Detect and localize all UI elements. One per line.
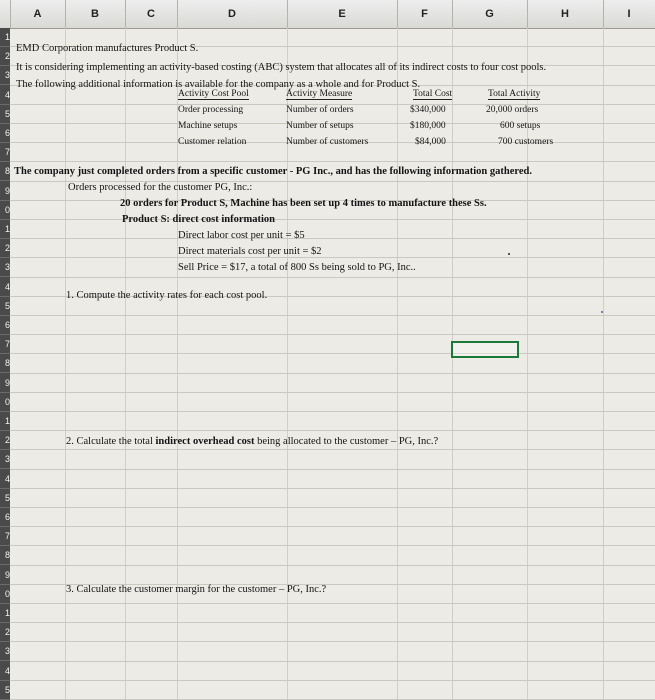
table-row-1-cost: $340,000 — [410, 105, 446, 115]
cursor-mark — [508, 253, 510, 255]
table-row-3-cost: $84,000 — [415, 137, 446, 147]
row-header-31[interactable]: 1 — [0, 604, 10, 623]
row-header-32[interactable]: 2 — [0, 623, 10, 642]
row-gridline — [10, 680, 655, 681]
table-row-3-measure: Number of customers — [286, 137, 369, 147]
question-2-bold: indirect overhead cost — [155, 436, 255, 447]
row-gridline — [10, 353, 655, 354]
column-gridline — [65, 28, 66, 700]
column-gridline — [397, 28, 398, 700]
intro-line-3: The following additional information is available for the company as a whole and for Product S. — [16, 79, 421, 90]
table-header-cost: Total Cost — [413, 89, 453, 99]
row-gridline — [10, 315, 655, 316]
table-row-2-pool: Machine setups — [178, 121, 238, 131]
cell-grid[interactable] — [10, 28, 655, 700]
column-header-b[interactable]: B — [65, 0, 126, 28]
row-gridline — [10, 622, 655, 623]
cursor-mark-2 — [601, 311, 603, 313]
question-2-suffix: being allocated to the customer – PG, Inc.? — [254, 436, 439, 447]
row-header-30[interactable]: 0 — [0, 585, 10, 604]
row-gridline — [10, 488, 655, 489]
table-row-3-pool: Customer relation — [178, 137, 247, 147]
row-header-4[interactable]: 4 — [0, 86, 10, 105]
table-header-pool: Activity Cost Pool — [178, 89, 249, 99]
row-header-29[interactable]: 9 — [0, 566, 10, 585]
row-header-16[interactable]: 6 — [0, 316, 10, 335]
question-1: 1. Compute the activity rates for each cost pool. — [66, 290, 268, 301]
info-line-3: 20 orders for Product S, Machine has been set up 4 times to manufacture these Ss. — [120, 198, 487, 209]
info-line-6: Direct materials cost per unit = $2 — [178, 246, 322, 257]
column-header-a[interactable]: A — [10, 0, 66, 28]
column-header-i[interactable]: I — [627, 8, 631, 20]
row-header-1[interactable]: 1 — [0, 28, 10, 47]
table-row-2-measure: Number of setups — [286, 121, 354, 131]
row-gridline — [10, 603, 655, 604]
table-row-1-activity: 20,000 orders — [486, 105, 539, 115]
table-header-measure: Activity Measure — [286, 89, 353, 99]
column-header-bar — [0, 0, 655, 29]
row-gridline — [10, 373, 655, 374]
row-gridline — [10, 411, 655, 412]
info-line-4: Product S: direct cost information — [122, 214, 276, 225]
row-header-25[interactable]: 5 — [0, 489, 10, 508]
row-header-14[interactable]: 4 — [0, 278, 10, 297]
row-header-27[interactable]: 7 — [0, 527, 10, 546]
row-header-10[interactable]: 0 — [0, 201, 10, 220]
row-header-20[interactable]: 0 — [0, 393, 10, 412]
row-header-15[interactable]: 5 — [0, 297, 10, 316]
row-header-28[interactable]: 8 — [0, 546, 10, 565]
row-header-2[interactable]: 2 — [0, 47, 10, 66]
table-header-activity: Total Activity — [488, 89, 541, 99]
row-gridline — [10, 641, 655, 642]
row-header-3[interactable]: 3 — [0, 66, 10, 85]
row-header-23[interactable]: 3 — [0, 450, 10, 469]
selected-cell[interactable] — [451, 341, 519, 358]
column-header-e[interactable]: E — [287, 0, 398, 28]
question-3: 3. Calculate the customer margin for the customer – PG, Inc.? — [66, 584, 327, 595]
row-header-bar — [0, 28, 10, 700]
row-gridline — [10, 526, 655, 527]
row-gridline — [10, 545, 655, 546]
row-header-35[interactable]: 5 — [0, 681, 10, 700]
row-header-24[interactable]: 4 — [0, 470, 10, 489]
row-gridline — [10, 565, 655, 566]
row-header-8[interactable]: 8 — [0, 162, 10, 181]
row-header-5[interactable]: 5 — [0, 105, 10, 124]
row-gridline — [10, 334, 655, 335]
question-2 — [66, 436, 438, 447]
question-2-prefix: 2. Calculate the total — [66, 436, 156, 447]
row-header-33[interactable]: 3 — [0, 642, 10, 661]
row-header-6[interactable]: 6 — [0, 124, 10, 143]
intro-line-2: It is considering implementing an activity-based costing (ABC) system that allocates all of its indirect costs to four cost pools. — [16, 62, 547, 73]
table-row-1-pool: Order processing — [178, 105, 244, 115]
row-gridline — [10, 507, 655, 508]
row-header-34[interactable]: 4 — [0, 662, 10, 681]
row-gridline — [10, 392, 655, 393]
row-header-26[interactable]: 6 — [0, 508, 10, 527]
column-gridline — [452, 28, 453, 700]
row-gridline — [10, 469, 655, 470]
row-gridline — [10, 277, 655, 278]
row-header-17[interactable]: 7 — [0, 335, 10, 354]
table-row-3-activity: 700 customers — [498, 137, 554, 147]
table-row-1-measure: Number of orders — [286, 105, 354, 115]
column-header-g[interactable]: G — [452, 0, 528, 28]
row-gridline — [10, 430, 655, 431]
info-line-2: Orders processed for the customer PG, Inc.: — [68, 182, 253, 193]
table-row-2-cost: $180,000 — [410, 121, 446, 131]
row-header-7[interactable]: 7 — [0, 143, 10, 162]
row-gridline — [10, 238, 655, 239]
row-gridline — [10, 449, 655, 450]
row-header-21[interactable]: 1 — [0, 412, 10, 431]
row-header-11[interactable]: 1 — [0, 220, 10, 239]
row-header-9[interactable]: 9 — [0, 182, 10, 201]
table-row-2-activity: 600 setups — [500, 121, 541, 131]
column-gridline — [603, 28, 604, 700]
info-line-5: Direct labor cost per unit = $5 — [178, 230, 305, 241]
info-line-1: The company just completed orders from a specific customer - PG Inc., and has the following information gathered. — [14, 166, 532, 177]
row-gridline — [10, 219, 655, 220]
intro-line-1: EMD Corporation manufactures Product S. — [16, 43, 199, 54]
row-header-18[interactable]: 8 — [0, 354, 10, 373]
column-gridline — [125, 28, 126, 700]
column-header-h[interactable]: H — [527, 0, 604, 28]
column-header-f[interactable]: F — [397, 0, 453, 28]
row-gridline — [10, 257, 655, 258]
row-header-22[interactable]: 2 — [0, 431, 10, 450]
row-header-19[interactable]: 9 — [0, 374, 10, 393]
column-header-c[interactable]: C — [125, 0, 178, 28]
row-header-12[interactable]: 2 — [0, 239, 10, 258]
column-header-d[interactable]: D — [177, 0, 288, 28]
row-header-13[interactable]: 3 — [0, 258, 10, 277]
row-gridline — [10, 161, 655, 162]
info-line-7: Sell Price = $17, a total of 800 Ss being sold to PG, Inc.. — [178, 262, 416, 273]
row-gridline — [10, 661, 655, 662]
